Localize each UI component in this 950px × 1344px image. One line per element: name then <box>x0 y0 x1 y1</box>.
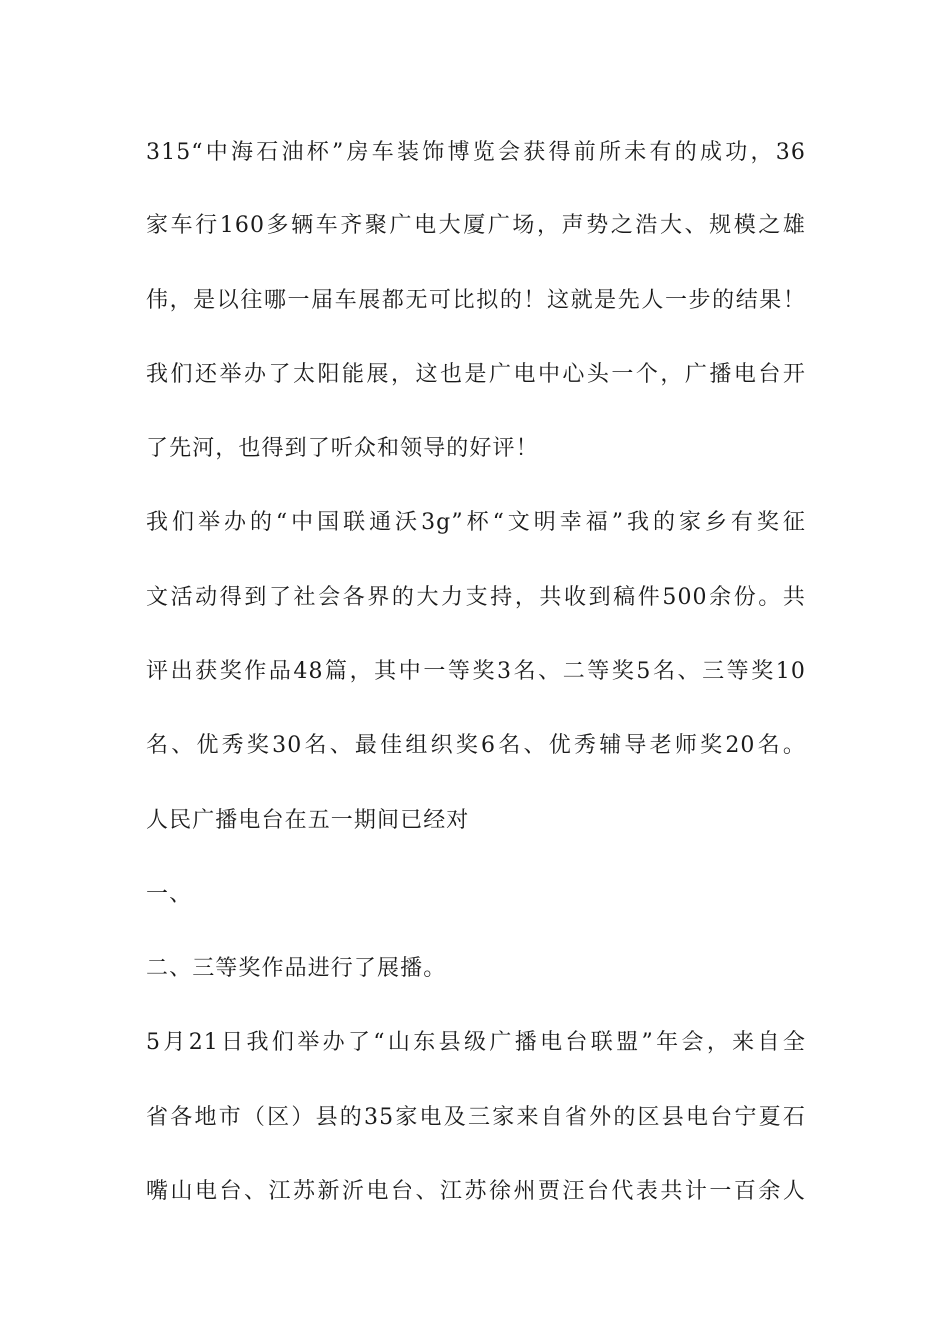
paragraph-line: 家车行160多辆车齐聚广电大厦广场，声势之浩大、规模之雄 <box>146 213 806 238</box>
paragraph-line: 评出获奖作品48篇，其中一等奖3名、二等奖5名、三等奖10 <box>146 659 806 684</box>
paragraph-line: 嘴山电台、江苏新沂电台、江苏徐州贾汪台代表共计一百余人 <box>146 1179 806 1204</box>
paragraph-line: 二、三等奖作品进行了展播。 <box>146 956 447 981</box>
paragraph-line: 一、 <box>146 882 193 907</box>
paragraph-line: 人民广播电台在五一期间已经对 <box>146 808 470 833</box>
paragraph-line: 伟，是以往哪一届车展都无可比拟的！这就是先人一步的结果！ <box>146 288 806 313</box>
paragraph-line: 我们还举办了太阳能展，这也是广电中心头一个，广播电台开 <box>146 362 806 387</box>
paragraph-line: 我们举办的“中国联通沃3g”杯“文明幸福”我的家乡有奖征 <box>146 510 806 535</box>
paragraph-line: 名、优秀奖30名、最佳组织奖6名、优秀辅导老师奖20名。 <box>146 733 806 758</box>
paragraph-line: 5月21日我们举办了“山东县级广播电台联盟”年会，来自全 <box>146 1030 806 1055</box>
paragraph-line: 315“中海石油杯”房车装饰博览会获得前所未有的成功，36 <box>146 140 806 165</box>
paragraph-line: 省各地市（区）县的35家电及三家来自省外的区县电台宁夏石 <box>146 1105 806 1130</box>
paragraph-line: 了先河，也得到了听众和领导的好评！ <box>146 436 539 461</box>
paragraph-line: 文活动得到了社会各界的大力支持，共收到稿件500余份。共 <box>146 585 806 610</box>
